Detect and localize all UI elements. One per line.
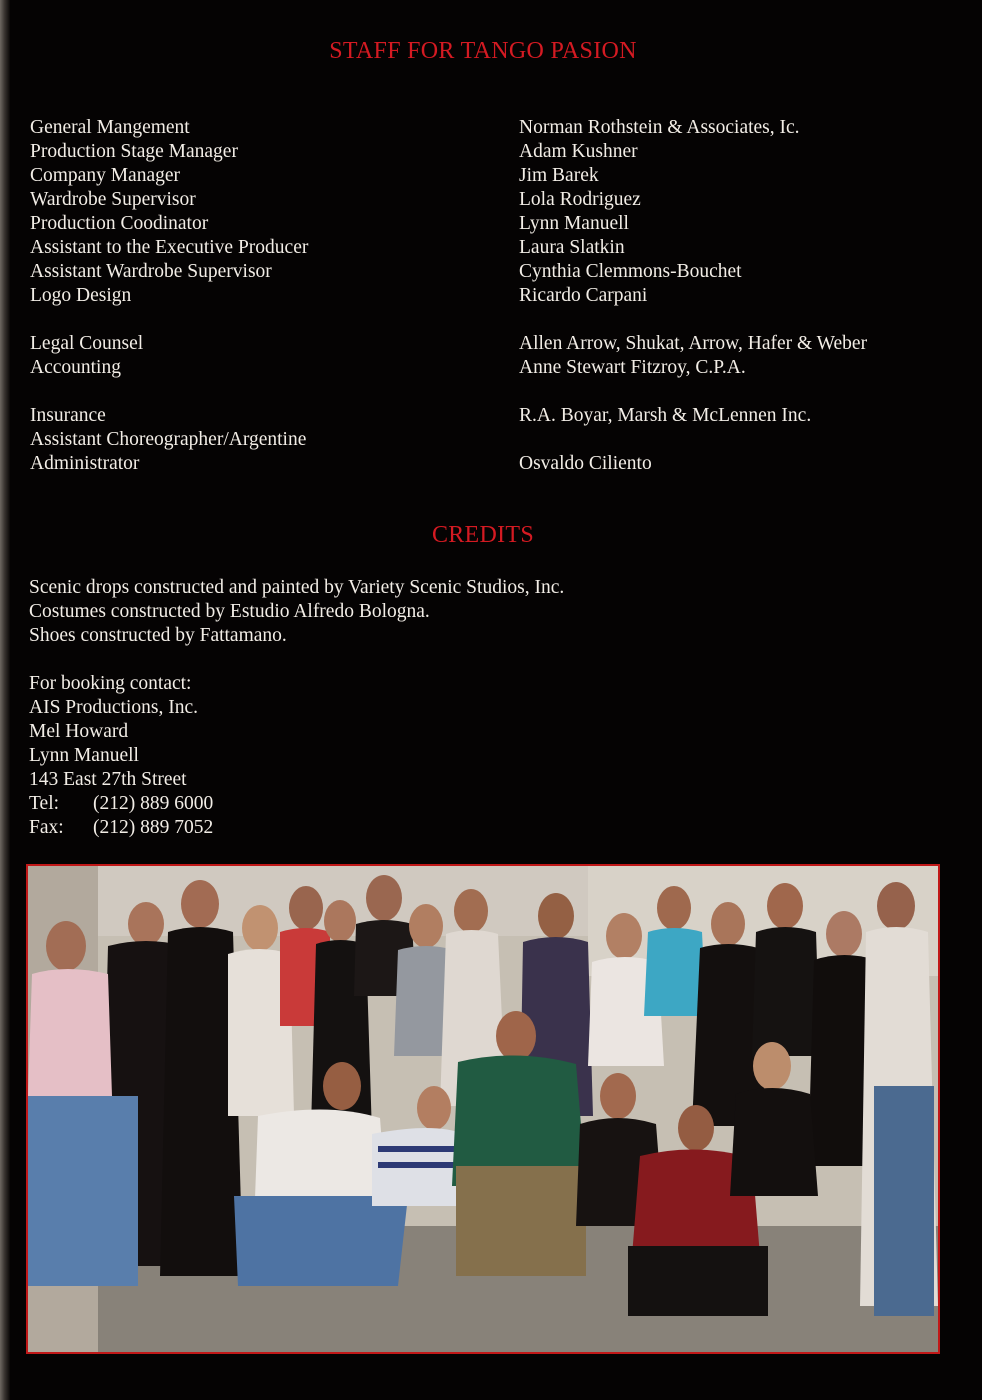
staff-row [30, 452, 970, 476]
staff-row [30, 116, 970, 140]
booking-company: AIS Productions, Inc. [29, 697, 198, 718]
staff-name: Lola Rodriguez [519, 189, 641, 210]
staff-name: R.A. Boyar, Marsh & McLennen Inc. [519, 405, 812, 426]
staff-role: Assistant Choreographer/Argentine [30, 429, 307, 450]
staff-list [30, 116, 970, 476]
staff-name: Lynn Manuell [519, 213, 629, 234]
staff-role: General Mangement [30, 117, 190, 138]
staff-role: Assistant to the Executive Producer [30, 237, 309, 258]
cast-photo-illustration [28, 866, 938, 1352]
credit-line: Scenic drops constructed and painted by Variety Scenic Studios, Inc. [29, 577, 565, 598]
staff-name: Cynthia Clemmons-Bouchet [519, 261, 742, 282]
tel-label: Tel: [29, 793, 60, 814]
page-edge [0, 0, 10, 1400]
staff-role: Insurance [30, 405, 106, 426]
staff-row [30, 284, 970, 308]
booking-contact-name: Lynn Manuell [29, 745, 139, 766]
credit-line: Shoes constructed by Fattamano. [29, 625, 287, 646]
credits-heading: CREDITS [431, 522, 535, 548]
staff-role: Administrator [30, 453, 140, 474]
staff-row [30, 404, 970, 428]
staff-name: Osvaldo Ciliento [519, 453, 652, 474]
staff-row [30, 332, 970, 356]
booking-tel [29, 792, 213, 816]
staff-role: Logo Design [30, 285, 132, 306]
staff-name: Laura Slatkin [519, 237, 625, 258]
staff-name: Ricardo Carpani [519, 285, 648, 306]
cast-group-photo [26, 864, 940, 1354]
staff-role: Production Coodinator [30, 213, 209, 234]
staff-name: Jim Barek [519, 165, 599, 186]
staff-name: Adam Kushner [519, 141, 638, 162]
credit-line: Costumes constructed by Estudio Alfredo Bologna. [29, 601, 430, 622]
credits-text [29, 576, 564, 648]
staff-row [30, 140, 970, 164]
staff-row [30, 212, 970, 236]
staff-row [30, 164, 970, 188]
staff-row [30, 260, 970, 284]
staff-role: Wardrobe Supervisor [30, 189, 196, 210]
staff-role: Company Manager [30, 165, 181, 186]
staff-row [30, 236, 970, 260]
booking-intro: For booking contact: [29, 673, 192, 694]
staff-name: Anne Stewart Fitzroy, C.P.A. [519, 357, 746, 378]
booking-address: 143 East 27th Street [29, 769, 187, 790]
staff-role: Accounting [30, 357, 121, 378]
booking-fax [29, 816, 213, 840]
booking-contact-name: Mel Howard [29, 721, 129, 742]
staff-row [30, 356, 970, 380]
staff-name: Norman Rothstein & Associates, Ic. [519, 117, 800, 138]
staff-row [30, 428, 970, 452]
fax-label: Fax: [29, 817, 64, 838]
staff-heading: STAFF FOR TANGO PASION [329, 38, 637, 64]
staff-role: Legal Counsel [30, 333, 144, 354]
booking-contact [29, 672, 213, 840]
staff-role: Production Stage Manager [30, 141, 238, 162]
staff-name: Allen Arrow, Shukat, Arrow, Hafer & Weber [519, 333, 868, 354]
fax-number: (212) 889 7052 [93, 817, 214, 838]
staff-role: Assistant Wardrobe Supervisor [30, 261, 272, 282]
staff-row [30, 188, 970, 212]
tel-number: (212) 889 6000 [93, 793, 214, 814]
